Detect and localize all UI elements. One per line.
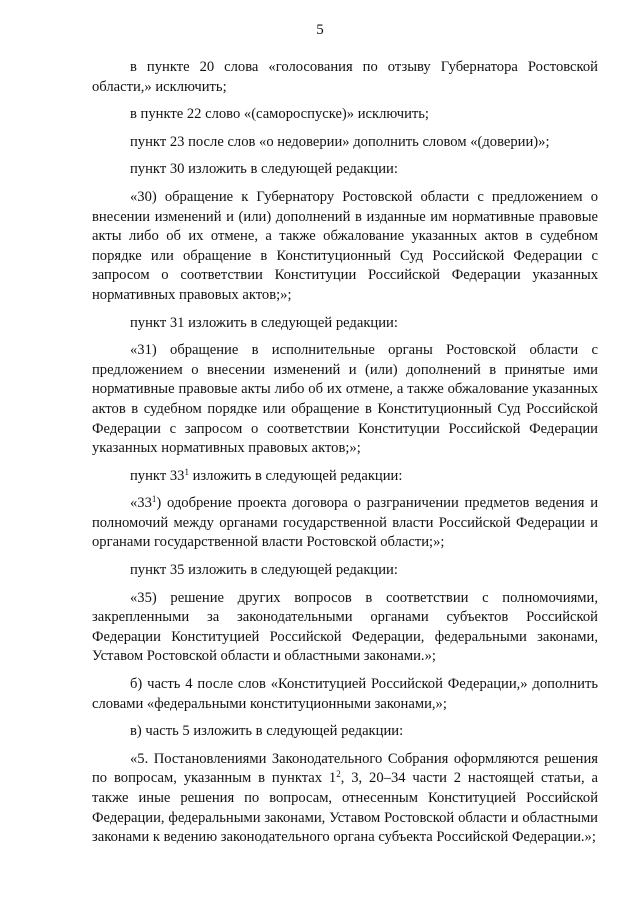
paragraph-item-31-text: «31) обращение в исполнительные органы Ростовской области с предложением о внесении изменений и (или) дополнений в принятые ими нормативные правовые акты либо об их отмене, а также обжалование указанных актов в судебном порядке или обращение в Конституционный Суд Российской Федерации с запросом о соответствии Конституции Российской Федерации указанных нормативных правовых актов;»;: [92, 342, 598, 457]
page-number: 5: [316, 22, 324, 38]
paragraph-part: , 3, 20–34 части 2 настоящей статьи, а также иные решения по вопросам, отнесенным Конституцией Российской Федерации, федеральными законами, Уставом Ростовской области и областными законами к ведению законодательного органа субъекта Российской Федерации.»;: [92, 770, 598, 846]
superscript: 1: [151, 494, 157, 505]
paragraph-item-23: пункт 23 после слов «о недоверии» дополнить словом «(доверии)»;: [130, 133, 550, 150]
paragraph-item-33-1-intro: [92, 467, 598, 487]
paragraph-item-30-intro: пункт 30 изложить в следующей редакции:: [130, 161, 398, 178]
document-body: [92, 58, 598, 856]
paragraph-part: ) одобрение проекта договора о разграничении предметов ведения и полномочий между органами государственной власти Российской Федерации и органами государственной власти Ростовской области;»;: [92, 495, 598, 551]
paragraph-part: изложить в следующей редакции:: [188, 467, 403, 484]
superscript: 2: [336, 769, 341, 780]
paragraph-item-33-1-text: [92, 494, 598, 553]
paragraph-part: «5. Постановлениями Законодательного Собрания оформляются решения по вопросам, указанным в пунктах 1: [92, 750, 598, 787]
paragraph-item-35-text: «35) решение других вопросов в соответствии с полномочиями, закрепленными за законодательными органами субъектов Российской Федерации Конституцией Российской Федерации, федеральными законами, Уставом Ростовской области и областными законами.»;: [92, 589, 598, 665]
paragraph-part: пункт 33: [130, 467, 185, 484]
paragraph-part-5-intro: в) часть 5 изложить в следующей редакции:: [130, 723, 404, 740]
paragraph-item-20: в пункте 20 слова «голосования по отзыву Губернатора Ростовской области,» исключить;: [92, 59, 598, 95]
paragraph-item-22: в пункте 22 слово «(самороспуске)» исключить;: [130, 106, 429, 123]
paragraph-part-4: б) часть 4 после слов «Конституцией Российской Федерации,» дополнить словами «федеральными конституционными законами,»;: [92, 676, 598, 712]
paragraph-item-35-intro: пункт 35 изложить в следующей редакции:: [130, 562, 398, 579]
paragraph-item-31-intro: пункт 31 изложить в следующей редакции:: [130, 314, 398, 331]
superscript: 1: [184, 466, 189, 477]
paragraph-item-30-text: «30) обращение к Губернатору Ростовской области с предложением о внесении изменений и (или) дополнений в изданные им нормативные правовые акты либо об их отмене, а также обжалование указанных актов в судебном порядке или обращение в Конституционный Суд Российской Федерации с запросом о соответствии Конституции Российской Федерации указанных нормативных правовых актов;»;: [92, 188, 598, 303]
paragraph-part-5-text: [92, 750, 598, 848]
paragraph-part: «33: [130, 495, 152, 512]
